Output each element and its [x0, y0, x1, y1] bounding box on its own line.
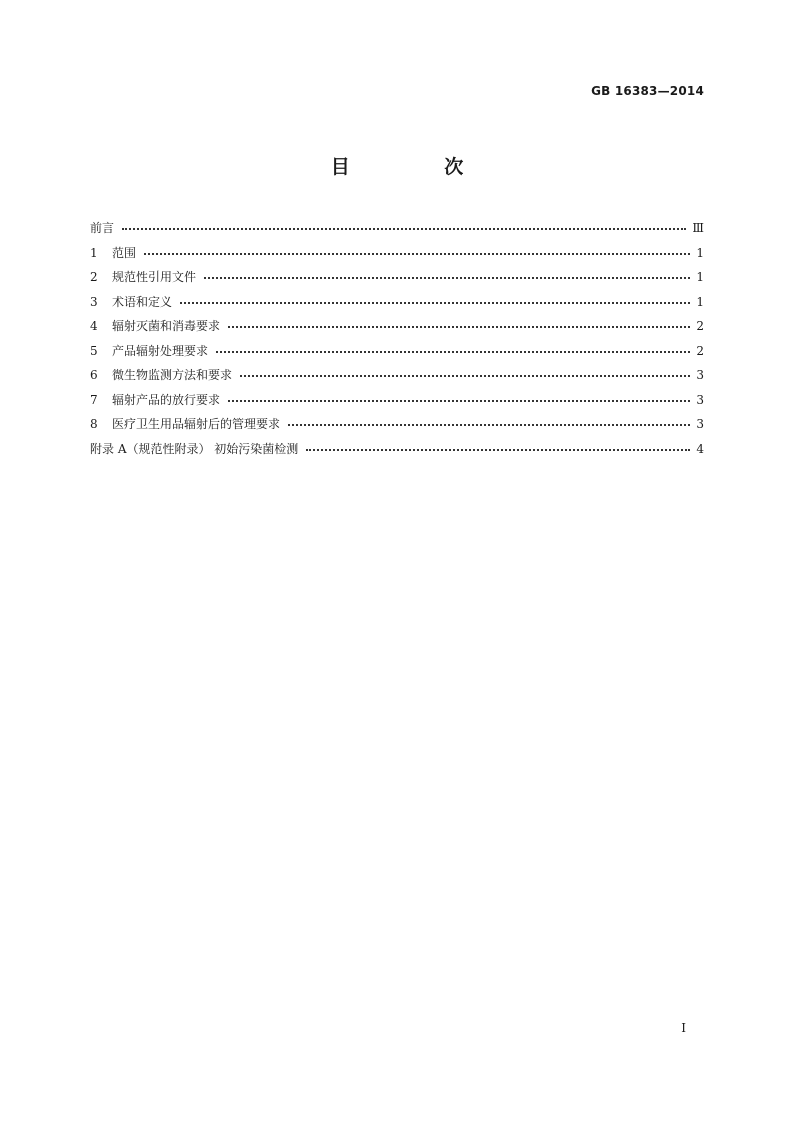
- toc-dot-leader: [306, 449, 690, 451]
- standard-number: GB 16383—2014: [591, 84, 704, 98]
- toc-entry-number: 1: [90, 245, 98, 260]
- toc-entry-page: 3: [696, 368, 704, 382]
- toc-entry-label: 辐射灭菌和消毒要求: [112, 319, 221, 333]
- toc-entry-number: 8: [90, 417, 98, 431]
- toc-dot-leader: [288, 424, 690, 426]
- toc-entry-label: 附录 A（规范性附录） 初始污染菌检测: [90, 441, 299, 456]
- toc-entry-microbial-monitoring[interactable]: [90, 363, 704, 388]
- toc-entry-number: 2: [90, 270, 98, 284]
- toc-entry-number: 7: [90, 392, 98, 407]
- toc-entry-label: 规范性引用文件: [112, 270, 197, 284]
- toc-entry-number: 3: [90, 294, 98, 309]
- toc-dot-leader: [204, 277, 690, 279]
- toc-entry-product-processing[interactable]: [90, 339, 704, 364]
- toc-entry-label: 术语和定义: [112, 294, 173, 309]
- toc-entry-sterilization-requirements[interactable]: [90, 314, 704, 339]
- toc-entry-label: 微生物监测方法和要求: [112, 368, 233, 382]
- toc-entry-page: 3: [696, 392, 704, 407]
- toc-entry-page: 1: [696, 294, 704, 309]
- toc-entry-page: Ⅲ: [692, 221, 704, 235]
- page-number: Ⅰ: [681, 1021, 686, 1035]
- toc-entry-label: 产品辐射处理要求: [112, 343, 209, 358]
- toc-entry-label: 前言: [90, 221, 115, 235]
- toc-entry-normative-references[interactable]: [90, 265, 704, 290]
- toc-entry-label: 医疗卫生用品辐射后的管理要求: [112, 417, 281, 431]
- toc-entry-scope[interactable]: [90, 241, 704, 266]
- toc-dot-leader: [122, 228, 686, 230]
- toc-entry-number: 6: [90, 368, 98, 382]
- toc-entry-label: 辐射产品的放行要求: [112, 392, 221, 407]
- toc-dot-leader: [228, 400, 690, 402]
- toc-entry-page: 1: [696, 270, 704, 284]
- toc-entry-appendix-a[interactable]: [90, 437, 704, 462]
- toc-dot-leader: [216, 351, 690, 353]
- toc-entry-number: 5: [90, 343, 98, 358]
- toc-entry-page: 2: [696, 343, 704, 358]
- toc-dot-leader: [228, 326, 690, 328]
- toc-entry-release-requirements[interactable]: [90, 388, 704, 413]
- toc-entry-foreword[interactable]: [90, 216, 704, 241]
- toc-dot-leader: [144, 253, 690, 255]
- toc-entry-page: 4: [696, 441, 704, 456]
- toc-entry-page: 3: [696, 417, 704, 431]
- toc-entry-number: 4: [90, 319, 98, 333]
- toc-entry-page: 2: [696, 319, 704, 333]
- toc-dot-leader: [180, 302, 690, 304]
- table-of-contents: [90, 216, 704, 461]
- toc-dot-leader: [240, 375, 690, 377]
- toc-entry-label: 范围: [112, 245, 137, 260]
- toc-entry-post-irradiation-management[interactable]: [90, 412, 704, 437]
- page-title: 目 次: [330, 156, 508, 178]
- toc-entry-page: 1: [696, 245, 704, 260]
- toc-entry-terms-definitions[interactable]: [90, 290, 704, 315]
